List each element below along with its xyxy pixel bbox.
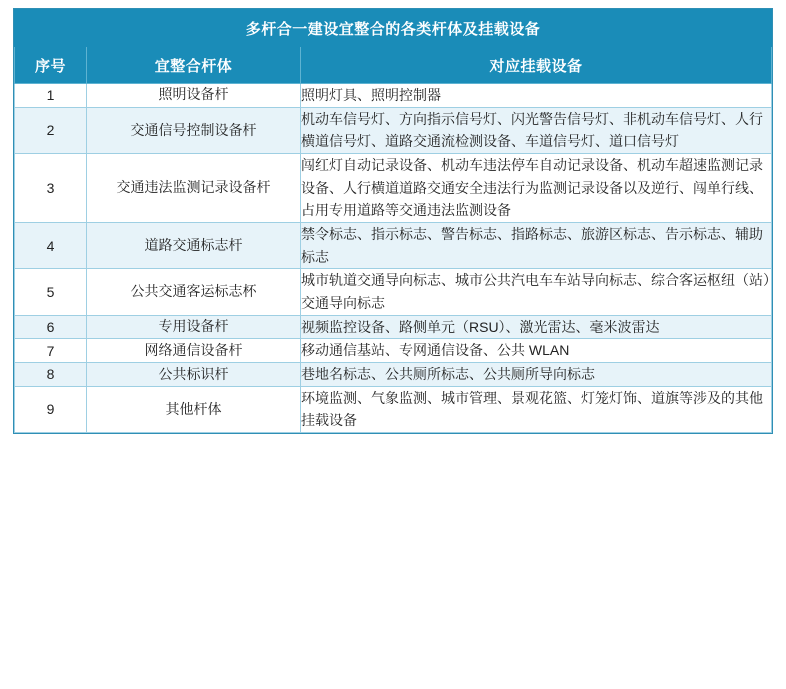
table-row	[15, 386, 772, 432]
row-number: 7	[15, 339, 87, 363]
row-pole-type: 网络通信设备杆	[87, 339, 301, 363]
table-row	[15, 339, 772, 363]
table-row	[15, 107, 772, 153]
row-pole-type: 公共标识杆	[87, 363, 301, 387]
row-number: 3	[15, 154, 87, 223]
row-number: 1	[15, 84, 87, 108]
column-header-devices: 对应挂载设备	[301, 47, 772, 84]
table-row	[15, 269, 772, 315]
row-devices: 禁令标志、指示标志、警告标志、指路标志、旅游区标志、告示标志、辅助标志	[301, 223, 772, 269]
row-number: 4	[15, 223, 87, 269]
column-header-pole: 宜整合杆体	[87, 47, 301, 84]
row-pole-type: 公共交通客运标志杯	[87, 269, 301, 315]
row-pole-type: 交通违法监测记录设备杆	[87, 154, 301, 223]
row-devices: 视频监控设备、路侧单元（RSU）、激光雷达、毫米波雷达	[301, 315, 772, 339]
row-number: 6	[15, 315, 87, 339]
row-devices: 环境监测、气象监测、城市管理、景观花篮、灯笼灯饰、道旗等涉及的其他挂载设备	[301, 386, 772, 432]
row-pole-type: 照明设备杆	[87, 84, 301, 108]
row-pole-type: 专用设备杆	[87, 315, 301, 339]
table-row	[15, 154, 772, 223]
table-row	[15, 223, 772, 269]
row-devices: 机动车信号灯、方向指示信号灯、闪光警告信号灯、非机动车信号灯、人行横道信号灯、道路交通流检测设备、车道信号灯、道口信号灯	[301, 107, 772, 153]
table-row	[15, 363, 772, 387]
row-pole-type: 交通信号控制设备杆	[87, 107, 301, 153]
row-number: 9	[15, 386, 87, 432]
table-row	[15, 315, 772, 339]
row-devices: 巷地名标志、公共厕所标志、公共厕所导向标志	[301, 363, 772, 387]
row-devices: 闯红灯自动记录设备、机动车违法停车自动记录设备、机动车超速监测记录设备、人行横道道路交通安全违法行为监测记录设备以及逆行、闯单行线、占用专用道路等交通违法监测设备	[301, 154, 772, 223]
row-devices: 城市轨道交通导向标志、城市公共汽电车车站导向标志、综合客运枢纽（站）交通导向标志	[301, 269, 772, 315]
row-devices: 照明灯具、照明控制器	[301, 84, 772, 108]
row-pole-type: 其他杆体	[87, 386, 301, 432]
row-number: 2	[15, 107, 87, 153]
table-header-row	[15, 47, 772, 84]
row-number: 5	[15, 269, 87, 315]
pole-integration-table	[14, 9, 772, 433]
row-devices: 移动通信基站、专网通信设备、公共 WLAN	[301, 339, 772, 363]
table-title: 多杆合一建设宜整合的各类杆体及挂载设备	[15, 10, 772, 47]
row-pole-type: 道路交通标志杆	[87, 223, 301, 269]
pole-integration-table-container	[13, 8, 773, 434]
row-number: 8	[15, 363, 87, 387]
table-title-row	[15, 10, 772, 47]
column-header-no: 序号	[15, 47, 87, 84]
table-row	[15, 84, 772, 108]
